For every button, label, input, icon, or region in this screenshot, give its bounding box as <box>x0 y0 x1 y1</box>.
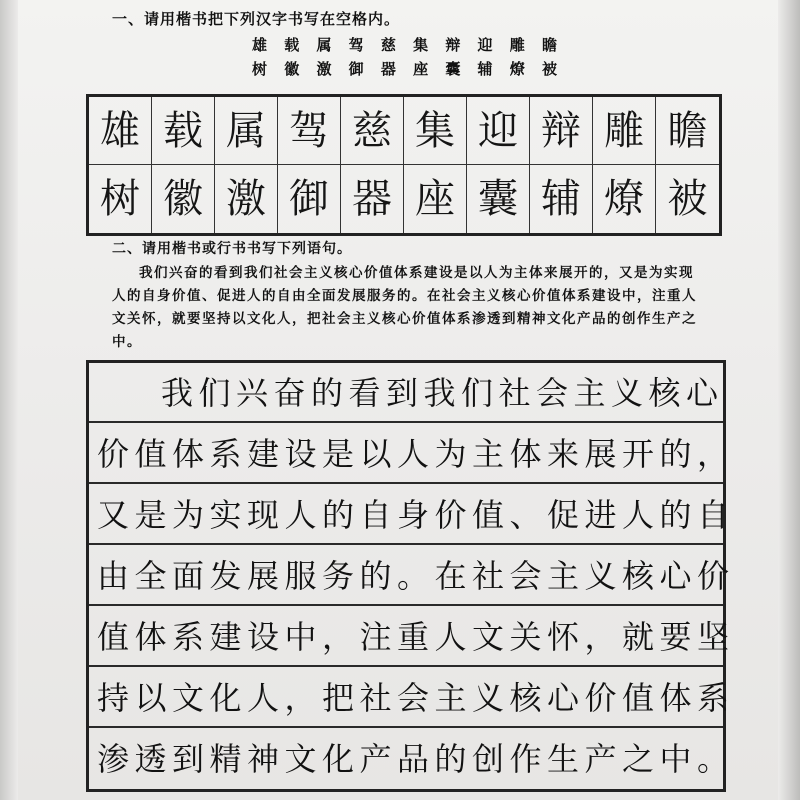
grid-cell: 座 <box>404 165 467 233</box>
handwriting-box <box>86 360 735 792</box>
handwritten-line: 值体系建设中，注重人文关怀，就要坚 <box>89 607 723 667</box>
source-passage: 我们兴奋的看到我们社会主义核心价值体系建设是以人为主体来展开的，又是为实现人的自身价值、促进人的自由全面发展服务的。在社会主义核心价值体系建设中，注重人文关怀，就要坚持以文化人，把社会主义核心价值体系渗透到精神文化产品的创作生产之中。 <box>112 265 697 350</box>
character-grid <box>86 94 722 236</box>
grid-cell: 驾 <box>278 97 341 165</box>
grid-cell: 瞻 <box>656 97 719 165</box>
handwritten-line: 渗透到精神文化产品的创作生产之中。 <box>97 740 735 778</box>
grid-cell: 囊 <box>467 165 530 233</box>
handwritten-line: 持以文化人，把社会主义核心价值体系 <box>89 668 723 728</box>
grid-cell: 辅 <box>530 165 593 233</box>
grid-cell: 激 <box>215 165 278 233</box>
printed-characters-row1: 雄 载 属 驾 慈 集 辩 迎 雕 瞻 <box>252 36 564 54</box>
handwritten-line: 又是为实现人的自身价值、促进人的自 <box>89 485 723 545</box>
handwritten-line: 我们兴奋的看到我们社会主义核心 <box>89 363 723 423</box>
handwritten-line: 由全面发展服务的。在社会主义核心价 <box>89 546 723 606</box>
grid-cell: 雕 <box>593 97 656 165</box>
grid-cell: 载 <box>152 97 215 165</box>
handwritten-line: 价值体系建设是以人为主体来展开的， <box>89 424 723 484</box>
grid-cell: 属 <box>215 97 278 165</box>
grid-cell: 迎 <box>467 97 530 165</box>
grid-cell: 燎 <box>593 165 656 233</box>
grid-cell: 慈 <box>341 97 404 165</box>
section2-instruction: 二、请用楷书或行书书写下列语句。 <box>112 241 352 257</box>
paper-shadow-right <box>778 0 800 800</box>
paper-shadow-left <box>0 0 18 800</box>
grid-cell: 器 <box>341 165 404 233</box>
grid-cell: 树 <box>89 165 152 233</box>
grid-cell: 御 <box>278 165 341 233</box>
grid-cell: 辩 <box>530 97 593 165</box>
grid-cell: 雄 <box>89 97 152 165</box>
grid-cell: 徽 <box>152 165 215 233</box>
grid-cell: 被 <box>667 176 708 222</box>
section1-instruction: 一、请用楷书把下列汉字书写在空格内。 <box>112 10 401 28</box>
printed-characters-row2: 树 徽 激 御 器 座 囊 辅 燎 被 <box>252 60 564 78</box>
grid-cell: 集 <box>404 97 467 165</box>
